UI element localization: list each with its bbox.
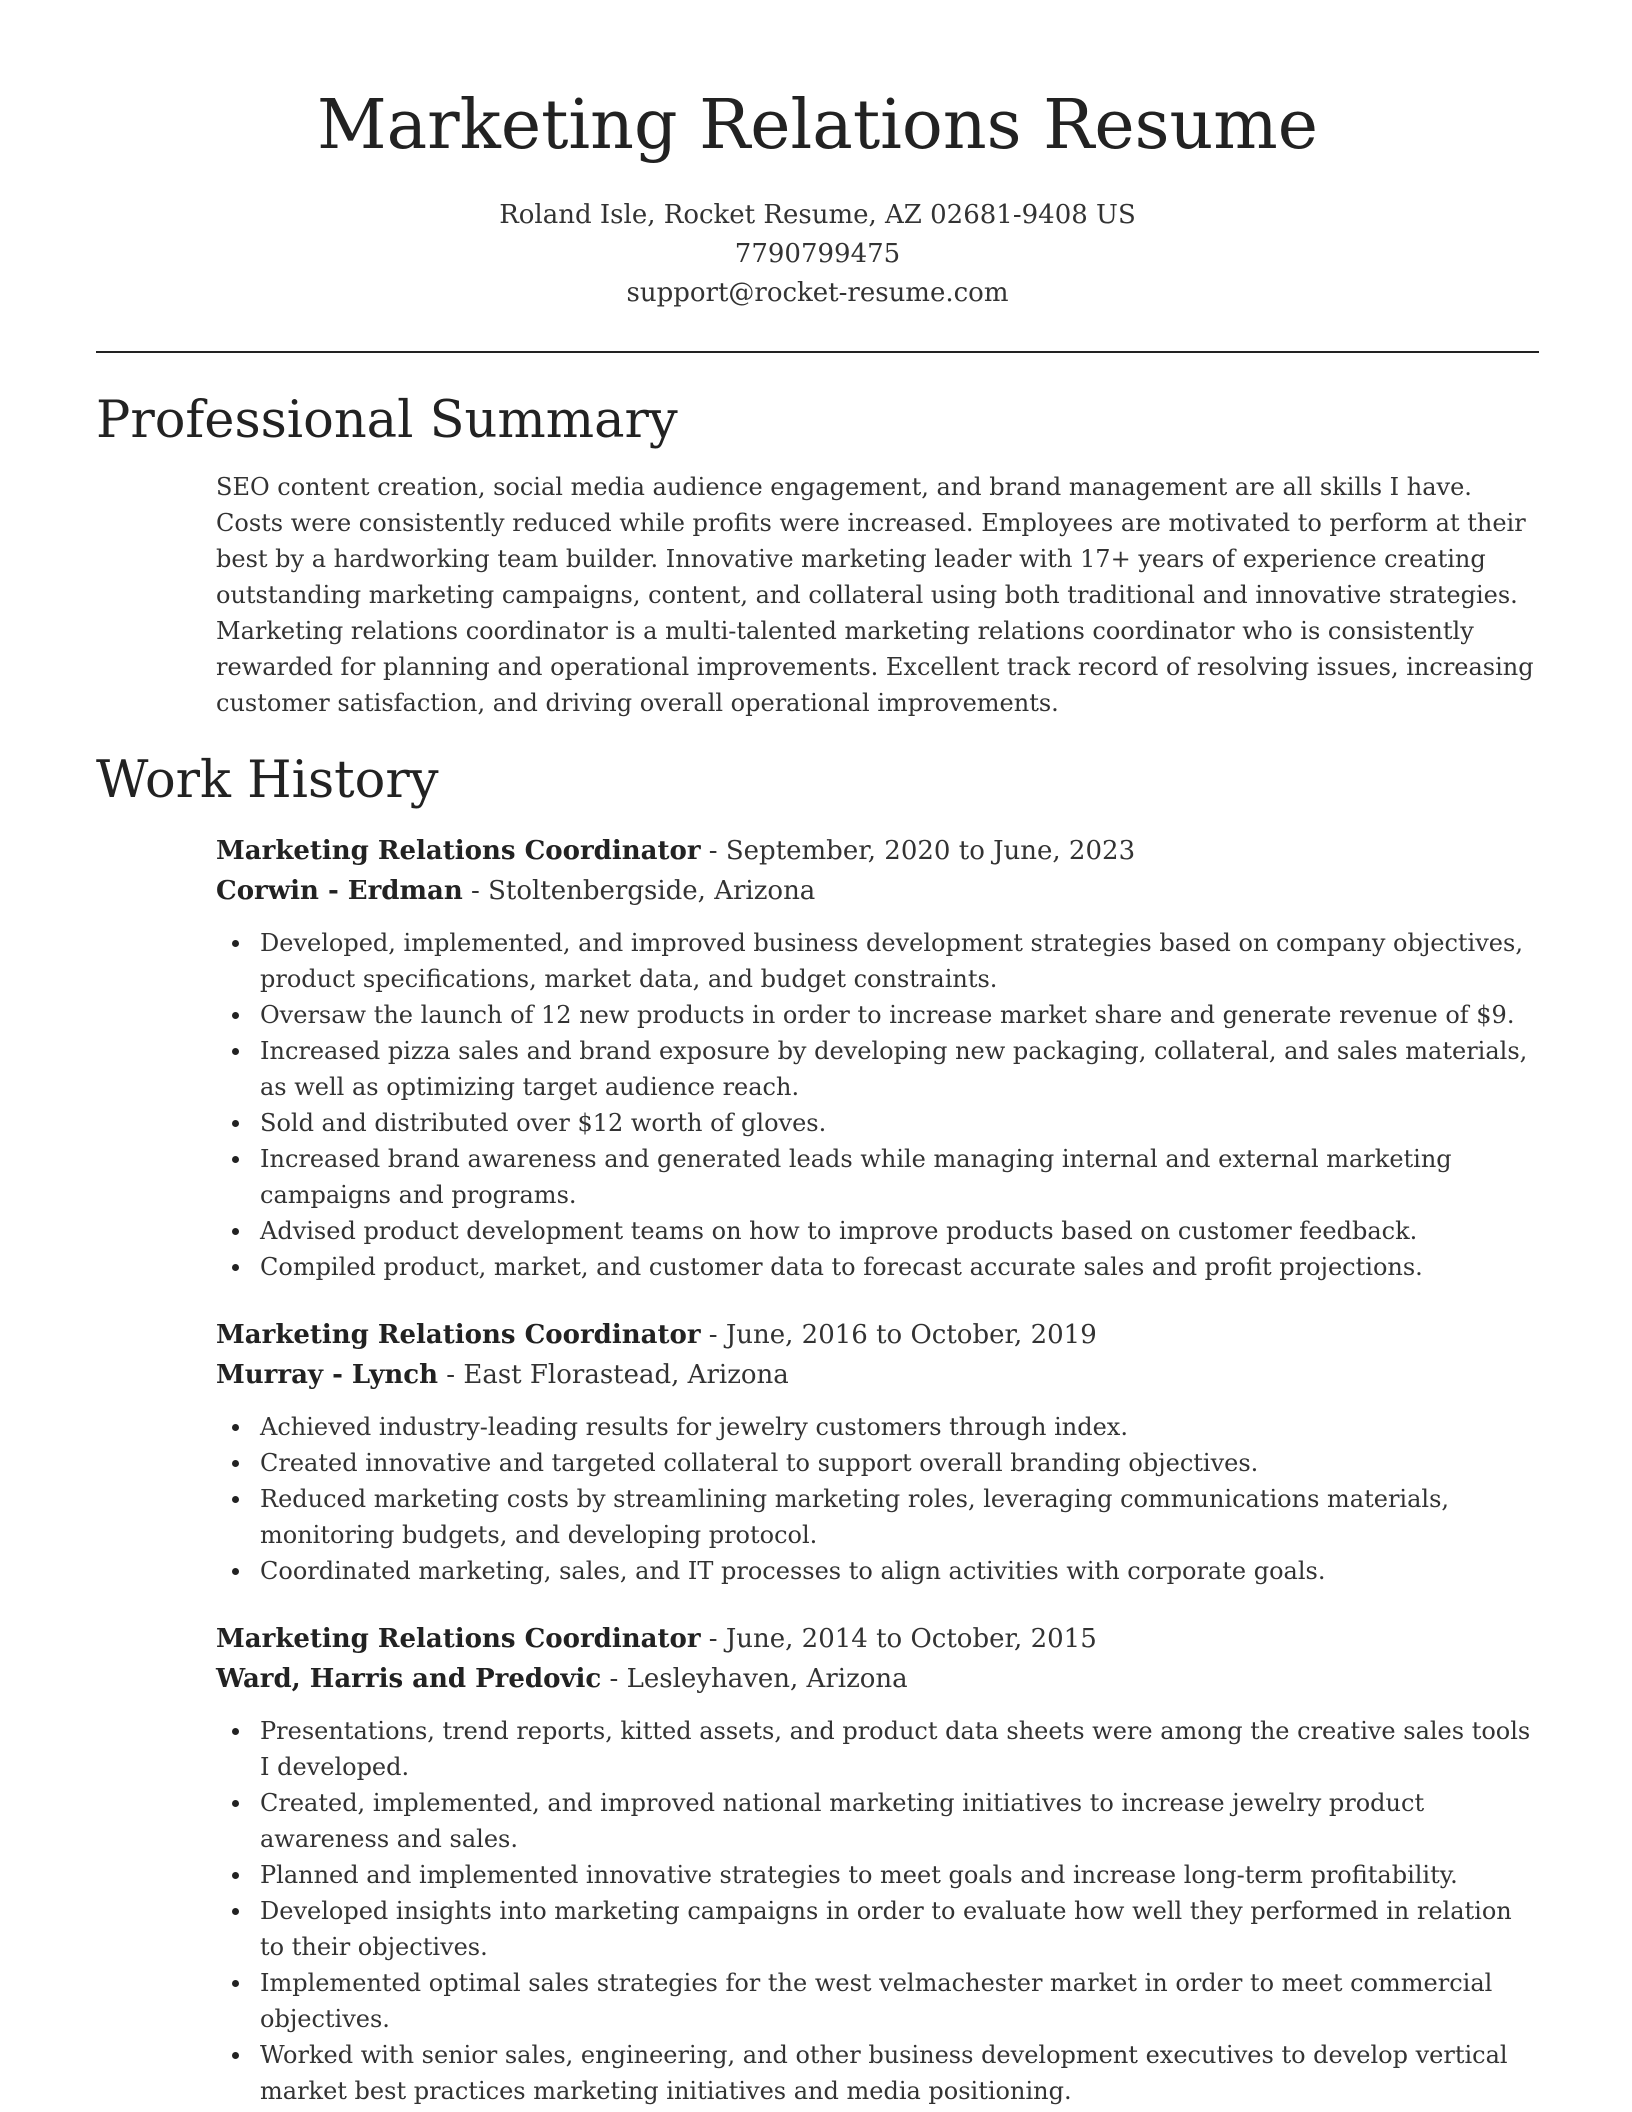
job-company-line bbox=[216, 871, 1539, 911]
job-dates: - June, 2014 to October, 2015 bbox=[700, 1624, 1097, 1654]
list-item: Sold and distributed over $12 worth of gloves. bbox=[216, 1105, 1539, 1141]
list-item: Compiled product, market, and customer data to forecast accurate sales and profit projections. bbox=[216, 1249, 1539, 1285]
job-dates: - June, 2016 to October, 2019 bbox=[700, 1320, 1097, 1350]
job-dates: - September, 2020 to June, 2023 bbox=[700, 836, 1136, 866]
job-title: Marketing Relations Coordinator bbox=[216, 1320, 701, 1350]
list-item: Increased pizza sales and brand exposure by developing new packaging, collateral, and sales materials, as well as optimizing target audience reach. bbox=[216, 1033, 1539, 1105]
job-company: Ward, Harris and Predovic bbox=[216, 1664, 602, 1694]
list-item: Developed, implemented, and improved business development strategies based on company objectives, product specifications, market data, and budget constraints. bbox=[216, 925, 1539, 997]
list-item: Created, implemented, and improved national marketing initiatives to increase jewelry product awareness and sales. bbox=[216, 1785, 1539, 1857]
list-item: Reduced marketing costs by streamlining marketing roles, leveraging communications materials, monitoring budgets, and developing protocol. bbox=[216, 1481, 1539, 1553]
work-history-list bbox=[216, 831, 1539, 2109]
resume-page bbox=[96, 0, 1539, 2109]
list-item: Presentations, trend reports, kitted assets, and product data sheets were among the creative sales tools I developed. bbox=[216, 1713, 1539, 1785]
job-company: Murray - Lynch bbox=[216, 1360, 439, 1390]
job-location: - Stoltenbergside, Arizona bbox=[462, 876, 816, 906]
summary-text: SEO content creation, social media audience engagement, and brand management are all skills I have. Costs were consistently reduced while profits were increased. Employees are motivated to perform at their best by a hardworking team builder. Innovative marketing leader with 17+ years of experience creating outstanding marketing campaigns, content, and collateral using both traditional and innovative strategies. Marketing relations coordinator is a multi-talented marketing relations coordinator who is consistently rewarded for planning and operational improvements. Excellent track record of resolving issues, increasing customer satisfaction, and driving overall operational improvements. bbox=[216, 473, 1534, 717]
list-item: Increased brand awareness and generated leads while managing internal and external marketing campaigns and programs. bbox=[216, 1141, 1539, 1213]
job-entry bbox=[216, 1619, 1539, 2109]
job-title-line bbox=[216, 831, 1539, 871]
work-history-heading: Work History bbox=[96, 751, 439, 810]
contact-address: Roland Isle, Rocket Resume, AZ 02681-9408 US bbox=[499, 200, 1136, 230]
job-company: Corwin - Erdman bbox=[216, 876, 463, 906]
list-item: Developed insights into marketing campaigns in order to evaluate how well they performed in relation to their objectives. bbox=[216, 1893, 1539, 1965]
list-item: Advised product development teams on how to improve products based on customer feedback. bbox=[216, 1213, 1539, 1249]
job-entry bbox=[216, 831, 1539, 1285]
list-item: Oversaw the launch of 12 new products in order to increase market share and generate revenue of $9. bbox=[216, 997, 1539, 1033]
job-bullets bbox=[216, 1713, 1539, 2109]
resume-header bbox=[96, 0, 1539, 313]
job-location: - Lesleyhaven, Arizona bbox=[601, 1664, 908, 1694]
job-company-line bbox=[216, 1355, 1539, 1395]
list-item: Implemented optimal sales strategies for the west velmachester market in order to meet commercial objectives. bbox=[216, 1965, 1539, 2037]
job-title-line bbox=[216, 1619, 1539, 1659]
list-item: Planned and implemented innovative strategies to meet goals and increase long-term profitability. bbox=[216, 1857, 1539, 1893]
summary-heading: Professional Summary bbox=[96, 391, 678, 450]
contact-email: support@rocket-resume.com bbox=[626, 278, 1009, 308]
job-title: Marketing Relations Coordinator bbox=[216, 836, 701, 866]
contact-phone: 7790799475 bbox=[734, 239, 901, 269]
job-bullets bbox=[216, 1409, 1539, 1589]
list-item: Coordinated marketing, sales, and IT processes to align activities with corporate goals. bbox=[216, 1553, 1539, 1589]
header-divider bbox=[96, 351, 1539, 353]
job-title-line bbox=[216, 1315, 1539, 1355]
resume-title: Marketing Relations Resume bbox=[316, 86, 1319, 165]
list-item: Worked with senior sales, engineering, and other business development executives to develop vertical market best practices marketing initiatives and media positioning. bbox=[216, 2037, 1539, 2109]
list-item: Achieved industry-leading results for jewelry customers through index. bbox=[216, 1409, 1539, 1445]
job-location: - East Florastead, Arizona bbox=[438, 1360, 789, 1390]
job-entry bbox=[216, 1315, 1539, 1589]
job-title: Marketing Relations Coordinator bbox=[216, 1624, 701, 1654]
contact-block bbox=[96, 196, 1539, 313]
job-bullets bbox=[216, 925, 1539, 1285]
list-item: Created innovative and targeted collateral to support overall branding objectives. bbox=[216, 1445, 1539, 1481]
job-company-line bbox=[216, 1659, 1539, 1699]
